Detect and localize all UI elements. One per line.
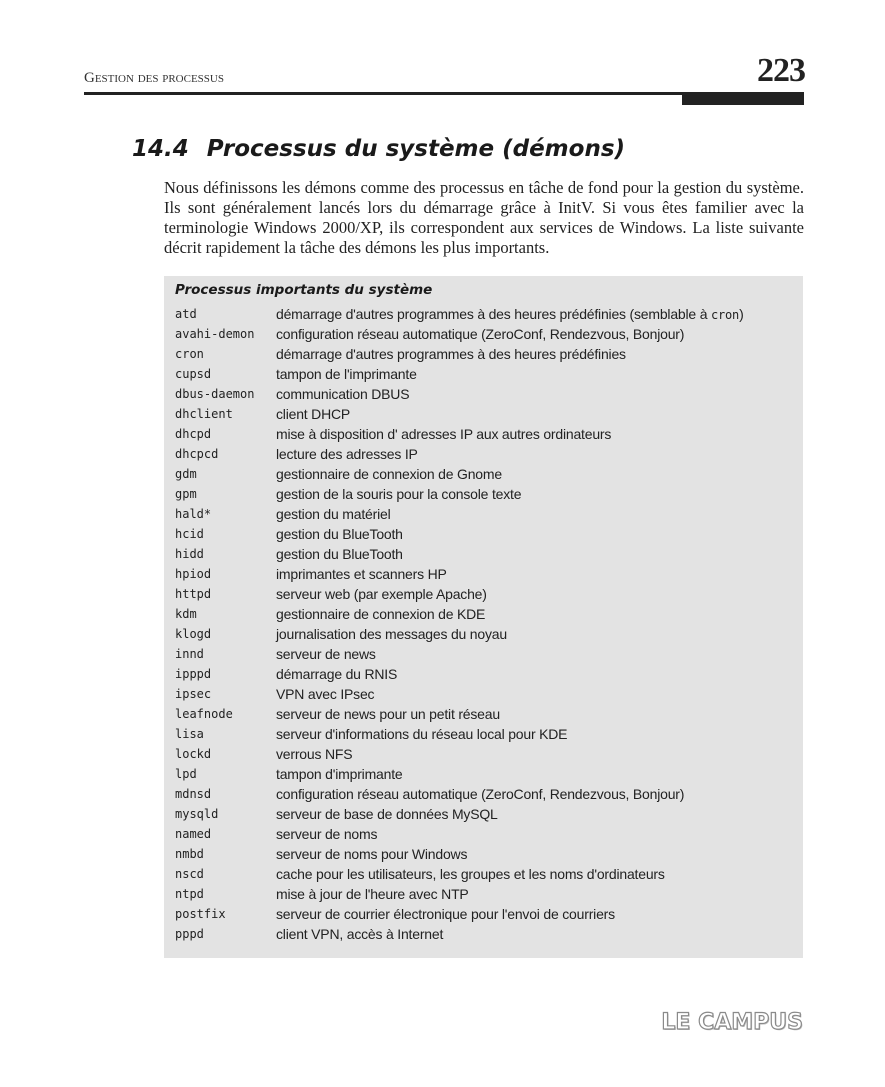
table-row	[175, 804, 800, 824]
description-text: serveur de noms pour Windows	[276, 846, 468, 862]
description-text: gestion de la souris pour la console texte	[276, 486, 522, 502]
daemon-description	[276, 806, 498, 822]
daemon-name: innd	[175, 647, 204, 661]
intro-paragraph: Nous définissons les démons comme des processus en tâche de fond pour la gestion du système. Ils sont généralement lancés lors du démarrage grâce à InitV. Si vous êtes familier avec la terminologie Windows 2000/XP, ils correspondent aux services de Windows. La liste suivante décrit rapidement la tâche des démons les plus importants.	[164, 178, 804, 257]
description-text: serveur de news	[276, 646, 376, 662]
daemon-name: lpd	[175, 767, 197, 781]
description-text: mise à jour de l'heure avec NTP	[276, 886, 469, 902]
daemon-description	[276, 886, 469, 902]
daemon-name: dhcpcd	[175, 447, 219, 461]
daemon-description	[276, 666, 397, 682]
table-row	[175, 704, 800, 724]
daemon-description	[276, 766, 403, 782]
description-text: client VPN, accès à Internet	[276, 926, 444, 942]
daemon-name: atd	[175, 307, 197, 321]
table-row	[175, 384, 800, 404]
table-row	[175, 584, 800, 604]
table-row	[175, 924, 800, 944]
table-row	[175, 524, 800, 544]
daemon-name: leafnode	[175, 707, 233, 721]
table-row	[175, 504, 800, 524]
publisher-logo: LE CAMPUS	[661, 1010, 803, 1035]
description-text: lecture des adresses IP	[276, 446, 418, 462]
daemon-description	[276, 546, 403, 562]
section-heading	[132, 136, 625, 162]
description-text: serveur de courrier électronique pour l'envoi de courriers	[276, 906, 615, 922]
daemon-name: hald*	[175, 507, 212, 521]
running-head-text: Gestion des processus	[84, 70, 224, 86]
description-text: serveur web (par exemple Apache)	[276, 586, 487, 602]
table-row	[175, 824, 800, 844]
description-text: serveur d'informations du réseau local pour KDE	[276, 726, 568, 742]
table-row	[175, 304, 800, 324]
daemon-description	[276, 426, 611, 442]
daemon-name: nmbd	[175, 847, 204, 861]
daemon-description	[276, 826, 377, 842]
daemon-name: klogd	[175, 627, 212, 641]
description-text: gestionnaire de connexion de Gnome	[276, 466, 502, 482]
description-text: démarrage du RNIS	[276, 666, 398, 682]
daemon-name: gdm	[175, 467, 197, 481]
daemon-description	[276, 726, 567, 742]
daemon-name: dhclient	[175, 407, 233, 421]
description-text: serveur de noms	[276, 826, 378, 842]
daemon-name: hidd	[175, 547, 204, 561]
description-text: configuration réseau automatique (ZeroConf, Rendezvous, Bonjour)	[276, 326, 685, 342]
table-row	[175, 404, 800, 424]
description-text: gestionnaire de connexion de KDE	[276, 606, 486, 622]
description-text: gestion du BlueTooth	[276, 546, 403, 562]
daemon-description	[276, 406, 350, 422]
table-row	[175, 624, 800, 644]
description-text: serveur de news pour un petit réseau	[276, 706, 500, 722]
table-row	[175, 544, 800, 564]
description-text: gestion du BlueTooth	[276, 526, 403, 542]
description-text: cache pour les utilisateurs, les groupes et les noms d'ordinateurs	[276, 866, 665, 882]
daemon-description	[276, 846, 467, 862]
table-row	[175, 604, 800, 624]
daemon-description	[276, 446, 418, 462]
description-text: client DHCP	[276, 406, 351, 422]
description-text: mise à disposition d' adresses IP aux autres ordinateurs	[276, 426, 612, 442]
daemon-name: httpd	[175, 587, 212, 601]
daemon-name: dbus-daemon	[175, 387, 255, 401]
daemon-description	[276, 566, 447, 582]
table-row	[175, 324, 800, 344]
table-row	[175, 684, 800, 704]
daemon-name: cron	[175, 347, 204, 361]
daemon-description	[276, 606, 485, 622]
daemon-description	[276, 586, 487, 602]
description-text: démarrage d'autres programmes à des heures prédéfinies	[276, 346, 626, 362]
daemon-description	[276, 786, 684, 802]
running-head	[84, 70, 224, 87]
description-end: )	[739, 306, 744, 322]
daemon-description	[276, 626, 507, 642]
daemon-name: dhcpd	[175, 427, 212, 441]
daemon-name: pppd	[175, 927, 204, 941]
daemon-description	[276, 466, 502, 482]
description-text: VPN avec IPsec	[276, 686, 375, 702]
daemon-name: gpm	[175, 487, 197, 501]
daemon-name: mysqld	[175, 807, 219, 821]
table-row	[175, 564, 800, 584]
daemon-name: named	[175, 827, 212, 841]
table-row	[175, 864, 800, 884]
description-text: démarrage d'autres programmes à des heures prédéfinies (semblable à	[276, 306, 711, 322]
table-row	[175, 424, 800, 444]
daemon-name: nscd	[175, 867, 204, 881]
table-row	[175, 464, 800, 484]
daemon-description	[276, 486, 521, 502]
table-row	[175, 844, 800, 864]
description-text: configuration réseau automatique (ZeroConf, Rendezvous, Bonjour)	[276, 786, 685, 802]
table-row	[175, 784, 800, 804]
description-text: serveur de base de données MySQL	[276, 806, 498, 822]
page-number: 223	[757, 52, 805, 89]
daemon-name: ipppd	[175, 667, 212, 681]
section-title: Processus du système (démons)	[206, 136, 626, 162]
table-row	[175, 724, 800, 744]
description-text: communication DBUS	[276, 386, 410, 402]
table-row	[175, 744, 800, 764]
daemon-name: avahi-demon	[175, 327, 255, 341]
daemon-description	[276, 686, 374, 702]
table-row	[175, 364, 800, 384]
daemon-description	[276, 706, 500, 722]
daemon-name: ipsec	[175, 687, 212, 701]
description-text: journalisation des messages du noyau	[276, 626, 507, 642]
daemon-name: ntpd	[175, 887, 204, 901]
daemon-description	[276, 386, 409, 402]
table-row	[175, 344, 800, 364]
description-text: verrous NFS	[276, 746, 353, 762]
daemon-description	[276, 926, 443, 942]
daemon-name: postfix	[175, 907, 226, 921]
daemon-name: hcid	[175, 527, 204, 541]
daemon-table-box	[164, 276, 803, 958]
daemon-description	[276, 906, 615, 922]
table-row	[175, 484, 800, 504]
section-number: 14.4	[132, 136, 189, 162]
box-title: Processus importants du système	[175, 282, 433, 298]
description-code: cron	[710, 308, 740, 322]
daemon-name: lisa	[175, 727, 204, 741]
daemon-description	[276, 326, 684, 342]
description-text: tampon de l'imprimante	[276, 366, 417, 382]
table-row	[175, 764, 800, 784]
table-row	[175, 884, 800, 904]
daemon-description	[276, 346, 626, 362]
description-text: gestion du matériel	[276, 506, 391, 522]
daemon-name: kdm	[175, 607, 197, 621]
description-text: imprimantes et scanners HP	[276, 566, 447, 582]
daemon-list	[175, 304, 800, 944]
daemon-description	[276, 306, 744, 322]
header-rule-block	[682, 92, 804, 105]
daemon-description	[276, 746, 352, 762]
table-row	[175, 444, 800, 464]
table-row	[175, 644, 800, 664]
table-row	[175, 904, 800, 924]
daemon-description	[276, 506, 391, 522]
daemon-name: mdnsd	[175, 787, 212, 801]
daemon-name: lockd	[175, 747, 212, 761]
daemon-description	[276, 646, 376, 662]
daemon-name: cupsd	[175, 367, 212, 381]
description-text: tampon d'imprimante	[276, 766, 403, 782]
daemon-description	[276, 366, 417, 382]
daemon-name: hpiod	[175, 567, 212, 581]
daemon-description	[276, 866, 665, 882]
daemon-description	[276, 526, 403, 542]
table-row	[175, 664, 800, 684]
